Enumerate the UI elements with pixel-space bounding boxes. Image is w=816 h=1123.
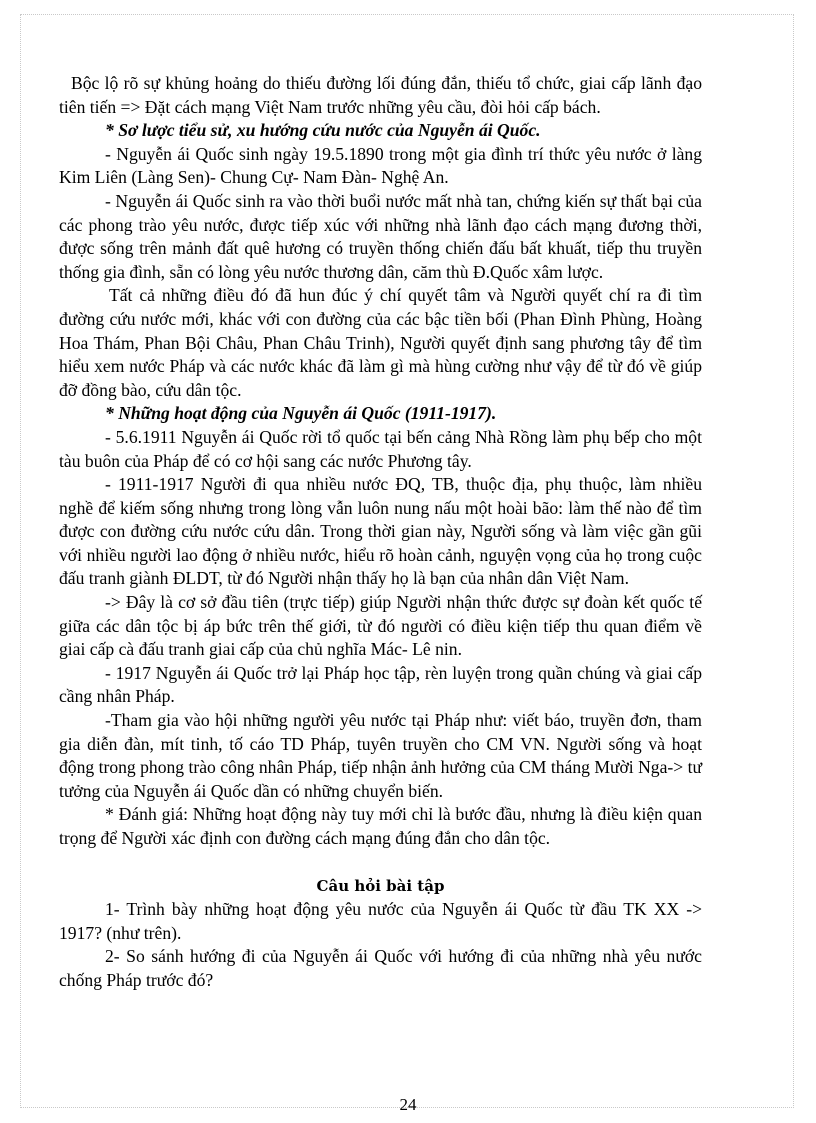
- document-body: [59, 72, 702, 993]
- exercise-question: 2- So sánh hướng đi của Nguyễn ái Quốc với hướng đi của những nhà yêu nước chống Pháp trước đó?: [59, 946, 702, 990]
- paragraph-participation: -Tham gia vào hội những người yêu nước tại Pháp như: viết báo, truyền đơn, tham gia diễn đàn, mít tinh, tố cáo TD Pháp, tuyên truyền cho CM VN. Người sống và hoạt động trong phong trào công nhân Pháp, tiếp nhận ảnh hưởng của CM tháng Mười Nga-> tư tưởng của Nguyễn ái Quốc dần có những chuyển biến.: [59, 710, 703, 801]
- paragraph-assessment: * Đánh giá: Những hoạt động này tuy mới chỉ là bước đầu, nhưng là điều kiện quan trọng để Người xác định con đường cách mạng đúng đắn cho dân tộc.: [59, 804, 702, 848]
- paragraph-return-france: - 1917 Nguyễn ái Quốc trở lại Pháp học tập, rèn luyện trong quần chúng và giai cấp cầng nhân Pháp.: [59, 662, 702, 707]
- paragraph-birth: - Nguyễn ái Quốc sinh ngày 19.5.1890 trong một gia đình trí thức yêu nước ở làng Kim Liên (Làng Sen)- Chung Cự- Nam Đàn- Nghệ An.: [59, 143, 702, 188]
- heading-activities: * Những hoạt động của Nguyễn ái Quốc (1911-1917).: [105, 403, 497, 424]
- page-number: 24: [399, 1095, 417, 1114]
- paragraph-background: - Nguyễn ái Quốc sinh ra vào thời buổi nước mất nhà tan, chứng kiến sự thất bại của các phong trào yêu nước, được tiếp xúc với những nhà lãnh đạo cách mạng đương thời, được sống trên mảnh đất quê hương có truyền thống chiến đấu bất khuất, tiếp thu truyền thống gia đình, sẵn có lòng yêu nước thương dân, căm thù Đ.Quốc xâm lược.: [59, 190, 702, 282]
- exercise-question: 1- Trình bày những hoạt động yêu nước của Nguyễn ái Quốc từ đầu TK XX -> 1917? (như trên).: [59, 899, 702, 943]
- paragraph-crisis: Bộc lộ rõ sự khủng hoảng do thiếu đường lối đúng đắn, thiếu tổ chức, giai cấp lãnh đạo tiên tiến => Đặt cách mạng Việt Nam trước những yêu cầu, đòi hỏi cấp bách.: [59, 73, 702, 117]
- heading-biography: * Sơ lược tiểu sử, xu hướng cứu nước của Nguyễn ái Quốc.: [105, 120, 541, 141]
- paragraph-travels: - 1911-1917 Người đi qua nhiều nước ĐQ, TB, thuộc địa, phụ thuộc, làm nhiều nghề để kiếm sống nhưng trong lòng vẫn luôn nung nấu một hoài bão: làm thế nào để tìm được con đường cứu nước cứu dân. Trong thời gian này, Người sống và làm việc gần gũi với nhiều người lao động ở nhiều nước, hiểu rõ hoàn cảnh, nguyện vọng của họ trong cuộc đấu tranh giành ĐLDT, từ đó Người nhận thấy họ là bạn của nhân dân Việt Nam.: [59, 474, 702, 589]
- exercises-title: Câu hỏi bài tập: [316, 876, 445, 895]
- paragraph-departure: - 5.6.1911 Nguyễn ái Quốc rời tổ quốc tại bến cảng Nhà Rồng làm phụ bếp cho một tàu buôn của Pháp để có cơ hội sang các nước Phương tây.: [59, 426, 702, 471]
- paragraph-solidarity: -> Đây là cơ sở đầu tiên (trực tiếp) giúp Người nhận thức được sự đoàn kết quốc tế giữa các dân tộc bị áp bức trên thế giới, từ đó người có điều kiện tiếp thu quan điểm về giai cấp cà đấu tranh giai cấp của chủ nghĩa Mác- Lê nin.: [59, 592, 702, 660]
- paragraph-decision: Tất cả những điều đó đã hun đúc ý chí quyết tâm và Người quyết chí ra đi tìm đường cứu nước mới, khác với con đường của các bậc tiền bối (Phan Đình Phùng, Hoàng Hoa Thám, Phan Bội Châu, Phan Châu Trinh), Người quyết định sang phương tây để tìm hiểu xem nước Pháp và các nước khác đã làm gì mà hùng cường như vậy để từ đó về giúp đỡ đồng bào, cứu dân tộc.: [59, 285, 702, 400]
